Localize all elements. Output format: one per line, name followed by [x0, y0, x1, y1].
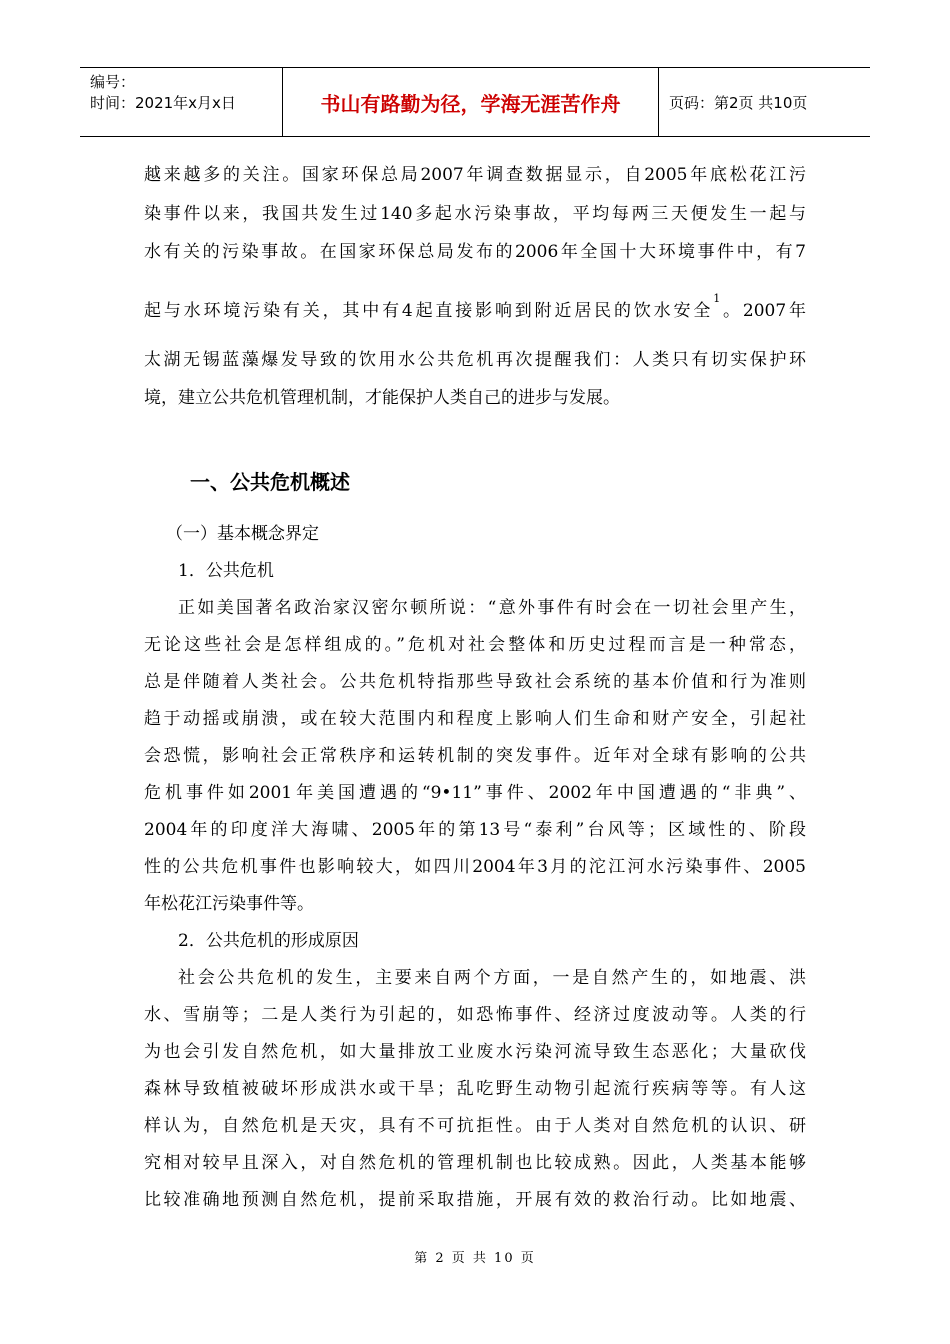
- text-line: [144, 292, 806, 321]
- text-line: 性的公共危机事件也影响较大，如四川2004年3月的沱江河水污染事件、2005: [144, 857, 806, 877]
- text-line: 染事件以来，我国共发生过140多起水污染事故，平均每两三天便发生一起与: [144, 204, 806, 224]
- header-number: 编号：: [90, 73, 136, 91]
- section-heading: 一、公共危机概述: [190, 470, 350, 494]
- text-line: 究相对较早且深入，对自然危机的管理机制也比较成熟。因此，人类基本能够: [144, 1153, 806, 1173]
- text-line: 无论这些社会是怎样组成的。”危机对社会整体和历史过程而言是一种常态，: [144, 635, 806, 655]
- footnote-ref: 1: [713, 292, 721, 305]
- text-line: 正如美国著名政治家汉密尔顿所说：“意外事件有时会在一切社会里产生，: [178, 598, 806, 618]
- text-line: 会恐慌，影响社会正常秩序和运转机制的突发事件。近年对全球有影响的公共: [144, 746, 806, 766]
- text-line: 水有关的污染事故。在国家环保总局发布的2006年全国十大环境事件中，有7: [144, 242, 806, 262]
- text-line: 越来越多的关注。国家环保总局2007年调查数据显示，自2005年底松花江污: [144, 165, 806, 185]
- text-line: 年松花江污染事件等。: [144, 894, 314, 914]
- text-line: 危机事件如2001年美国遭遇的“9•11”事件、2002年中国遭遇的“非典”、: [144, 783, 806, 803]
- text-segment: 。2007年: [720, 301, 806, 321]
- header-motto: 书山有路勤为径，学海无涯苦作舟: [283, 68, 659, 136]
- header-meta: [80, 68, 283, 136]
- text-line: 样认为，自然危机是天灾，具有不可抗拒性。由于人类对自然危机的认识、研: [144, 1116, 806, 1136]
- text-line: 比较准确地预测自然危机，提前采取措施，开展有效的救治行动。比如地震、: [144, 1190, 806, 1210]
- item-heading: 1．公共危机: [178, 561, 274, 581]
- page-header: [80, 67, 870, 137]
- subsection-heading: （一）基本概念界定: [166, 524, 319, 544]
- header-page-code: 页码：第2页 共10页: [669, 93, 808, 112]
- text-line: 境，建立公共危机管理机制，才能保护人类自己的进步与发展。: [144, 388, 620, 408]
- text-line: 为也会引发自然危机，如大量排放工业废水污染河流导致生态恶化；大量砍伐: [144, 1042, 806, 1062]
- text-line: 总是伴随着人类社会。公共危机特指那些导致社会系统的基本价值和行为准则: [144, 672, 806, 692]
- text-line: 趋于动摇或崩溃，或在较大范围内和程度上影响人们生命和财产安全，引起社: [144, 709, 806, 729]
- header-time: 时间：2021年x月x日: [90, 94, 236, 112]
- text-line: 森林导致植被破坏形成洪水或干旱；乱吃野生动物引起流行疾病等等。有人这: [144, 1079, 806, 1099]
- item-heading: 2．公共危机的形成原因: [178, 931, 359, 951]
- text-line: 社会公共危机的发生，主要来自两个方面，一是自然产生的，如地震、洪: [178, 968, 806, 988]
- text-segment: 起与水环境污染有关，其中有4起直接影响到附近居民的饮水安全: [144, 301, 714, 321]
- page-footer: 第 2 页 共 10 页: [414, 1251, 536, 1266]
- text-line: 太湖无锡蓝藻爆发导致的饮用水公共危机再次提醒我们：人类只有切实保护环: [144, 350, 806, 370]
- text-line: 2004年的印度洋大海啸、2005年的第13号“泰利”台风等；区域性的、阶段: [144, 820, 806, 840]
- text-line: 水、雪崩等；二是人类行为引起的，如恐怖事件、经济过度波动等。人类的行: [144, 1005, 806, 1025]
